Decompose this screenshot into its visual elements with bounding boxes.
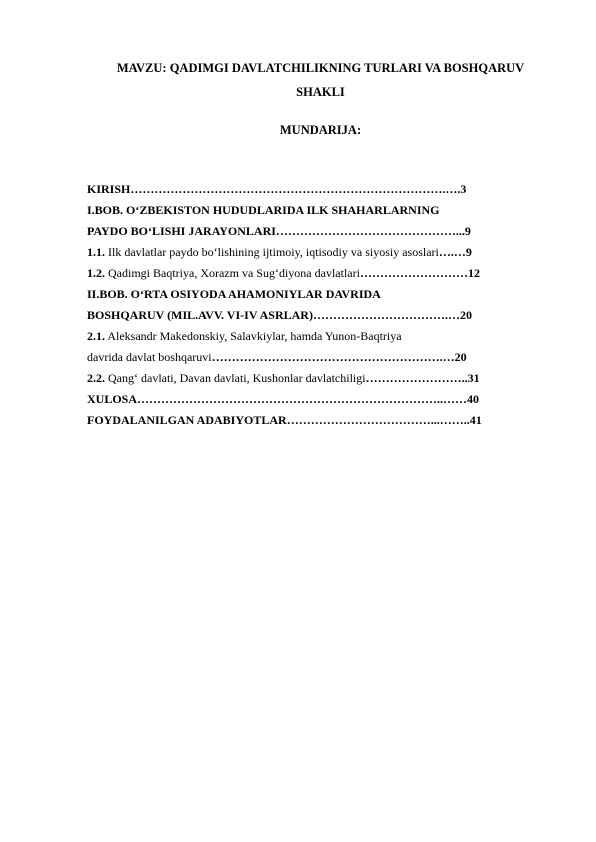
toc-entry: 2.2. Qang‘ davlati, Davan davlati, Kushonlar davlatchiligi……………………..31 bbox=[87, 371, 480, 385]
toc-entry: davrida davlat boshqaruvi………………………………………………….…20 bbox=[87, 350, 467, 364]
contents-heading: MUNDARIJA: bbox=[279, 123, 362, 137]
toc-entry: II.BOB. O‘RTA OSIYODA AHAMONIYLAR DAVRIDA bbox=[87, 287, 381, 301]
table-of-contents bbox=[87, 179, 547, 431]
toc-entry: FOYDALANILGAN ADABIYOTLAR………………………………...……..41 bbox=[87, 413, 482, 427]
title-line-2: SHAKLI bbox=[296, 85, 345, 99]
toc-entry: XULOSA…………………………………………………………………..……40 bbox=[87, 392, 480, 406]
document-title bbox=[78, 56, 563, 104]
toc-entry: 2.1. Aleksandr Makedonskiy, Salavkiylar, hamda Yunon-Baqtriya bbox=[87, 329, 402, 343]
toc-entry: BOSHQARUV (MIL.AVV. VI-IV ASRLAR)…………………………….…20 bbox=[87, 308, 472, 322]
title-line-1: MAVZU: QADIMGI DAVLATCHILIKNING TURLARI VA BOSHQARUV bbox=[116, 61, 525, 75]
toc-entry: 1.2. Qadimgi Baqtriya, Xorazm va Sug‘diyona davlatlari………………………12 bbox=[87, 266, 480, 280]
toc-entry: PAYDO BO‘LISHI JARAYONLARI………………………………………...9 bbox=[87, 224, 471, 238]
toc-entry: 1.1. Ilk davlatlar paydo bo‘lishining ijtimoiy, iqtisodiy va siyosiy asoslari….…9 bbox=[87, 245, 472, 259]
toc-entry: I.BOB. O‘ZBEKISTON HUDUDLARIDA ILK SHAHARLARNING bbox=[87, 203, 440, 217]
toc-entry: KIRISH…………………………………………………………………….….3 bbox=[87, 182, 467, 196]
